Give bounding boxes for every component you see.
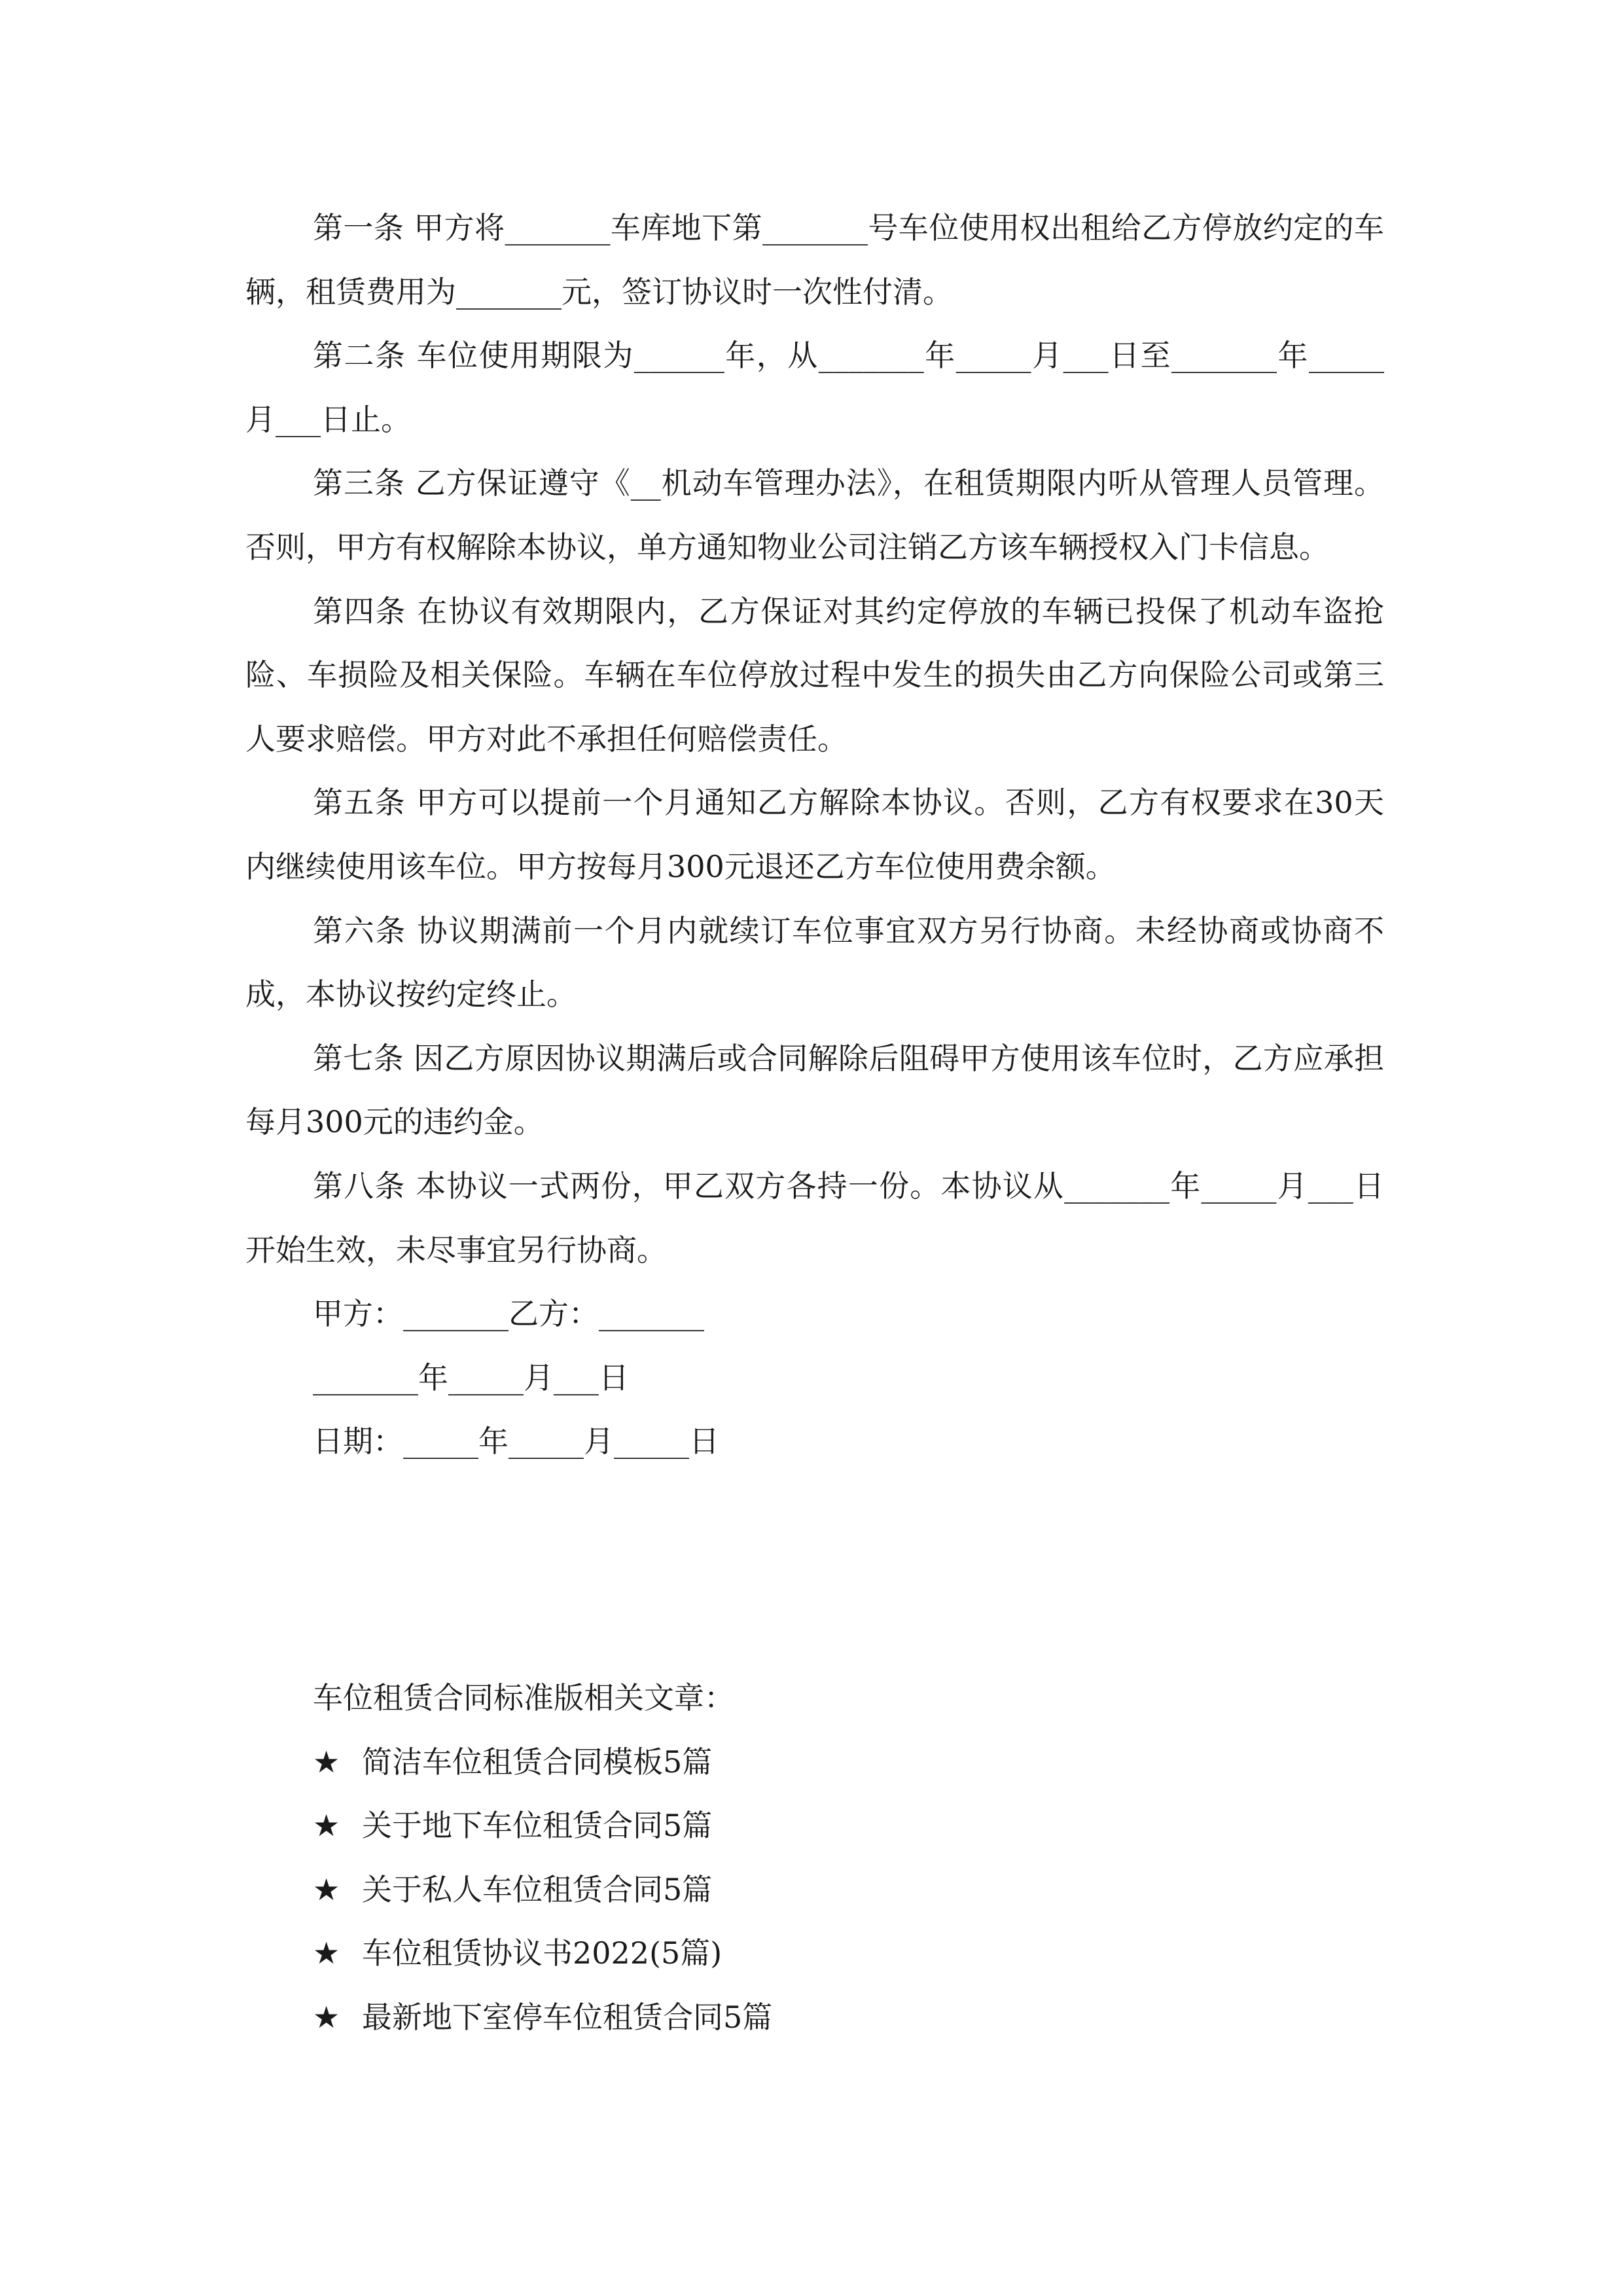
related-item[interactable]: [245, 1731, 1384, 1795]
related-articles: [245, 1666, 1384, 2050]
clause-3: 第三条 乙方保证遵守《__机动车管理办法》，在租赁期限内听从管理人员管理。否则，甲方有权解除本协议，单方通知物业公司注销乙方该车辆授权入门卡信息。: [245, 465, 1384, 565]
related-item[interactable]: [245, 1922, 1384, 1986]
related-item[interactable]: [245, 1794, 1384, 1858]
clause-8: 第八条 本协议一式两份，甲乙双方各持一份。本协议从_______年_____月___日开始生效，未尽事宜另行协商。: [245, 1168, 1384, 1268]
related-item-label[interactable]: 简洁车位租赁合同模板5篇: [362, 1744, 713, 1780]
signature-line: 甲方：_______乙方：_______: [313, 1296, 704, 1332]
star-icon: ★: [313, 1871, 340, 1907]
related-item[interactable]: [245, 1858, 1384, 1922]
star-icon: ★: [313, 1744, 340, 1780]
clause-6: 第六条 协议期满前一个月内就续订车位事宜双方另行协商。未经协商或协商不成，本协议按约定终止。: [245, 912, 1384, 1013]
star-icon: ★: [313, 1808, 340, 1844]
clause-2: 第二条 车位使用期限为______年，从_______年_____月___日至_______年_____月___日止。: [245, 338, 1384, 437]
related-item[interactable]: [245, 1986, 1384, 2050]
signature-date: _______年_____月___日: [313, 1359, 629, 1395]
related-item-label[interactable]: 关于私人车位租赁合同5篇: [362, 1871, 713, 1907]
clause-5: 第五条 甲方可以提前一个月通知乙方解除本协议。否则，乙方有权要求在30天内继续使用该车位。甲方按每月300元退还乙方车位使用费余额。: [245, 785, 1384, 884]
contract-body: [245, 196, 1384, 1474]
related-heading: 车位租赁合同标准版相关文章：: [313, 1680, 734, 1715]
clause-4: 第四条 在协议有效期限内，乙方保证对其约定停放的车辆已投保了机动车盗抢险、车损险及相关保险。车辆在车位停放过程中发生的损失由乙方向保险公司或第三人要求赔偿。甲方对此不承担任何赔偿责任。: [245, 593, 1384, 757]
related-item-label[interactable]: 最新地下室停车位租赁合同5篇: [362, 1999, 773, 2035]
related-item-label[interactable]: 关于地下车位租赁合同5篇: [362, 1808, 713, 1844]
clause-1: 第一条 甲方将_______车库地下第_______号车位使用权出租给乙方停放约定的车辆，租赁费用为_______元，签订协议时一次性付清。: [245, 210, 1384, 310]
related-item-label[interactable]: 车位租赁协议书2022(5篇): [362, 1935, 722, 1971]
star-icon: ★: [313, 1935, 340, 1971]
date-line: 日期：_____年_____月_____日: [313, 1424, 719, 1460]
clause-7: 第七条 因乙方原因协议期满后或合同解除后阻碍甲方使用该车位时，乙方应承担每月300元的违约金。: [245, 1040, 1384, 1140]
star-icon: ★: [313, 1999, 340, 2035]
